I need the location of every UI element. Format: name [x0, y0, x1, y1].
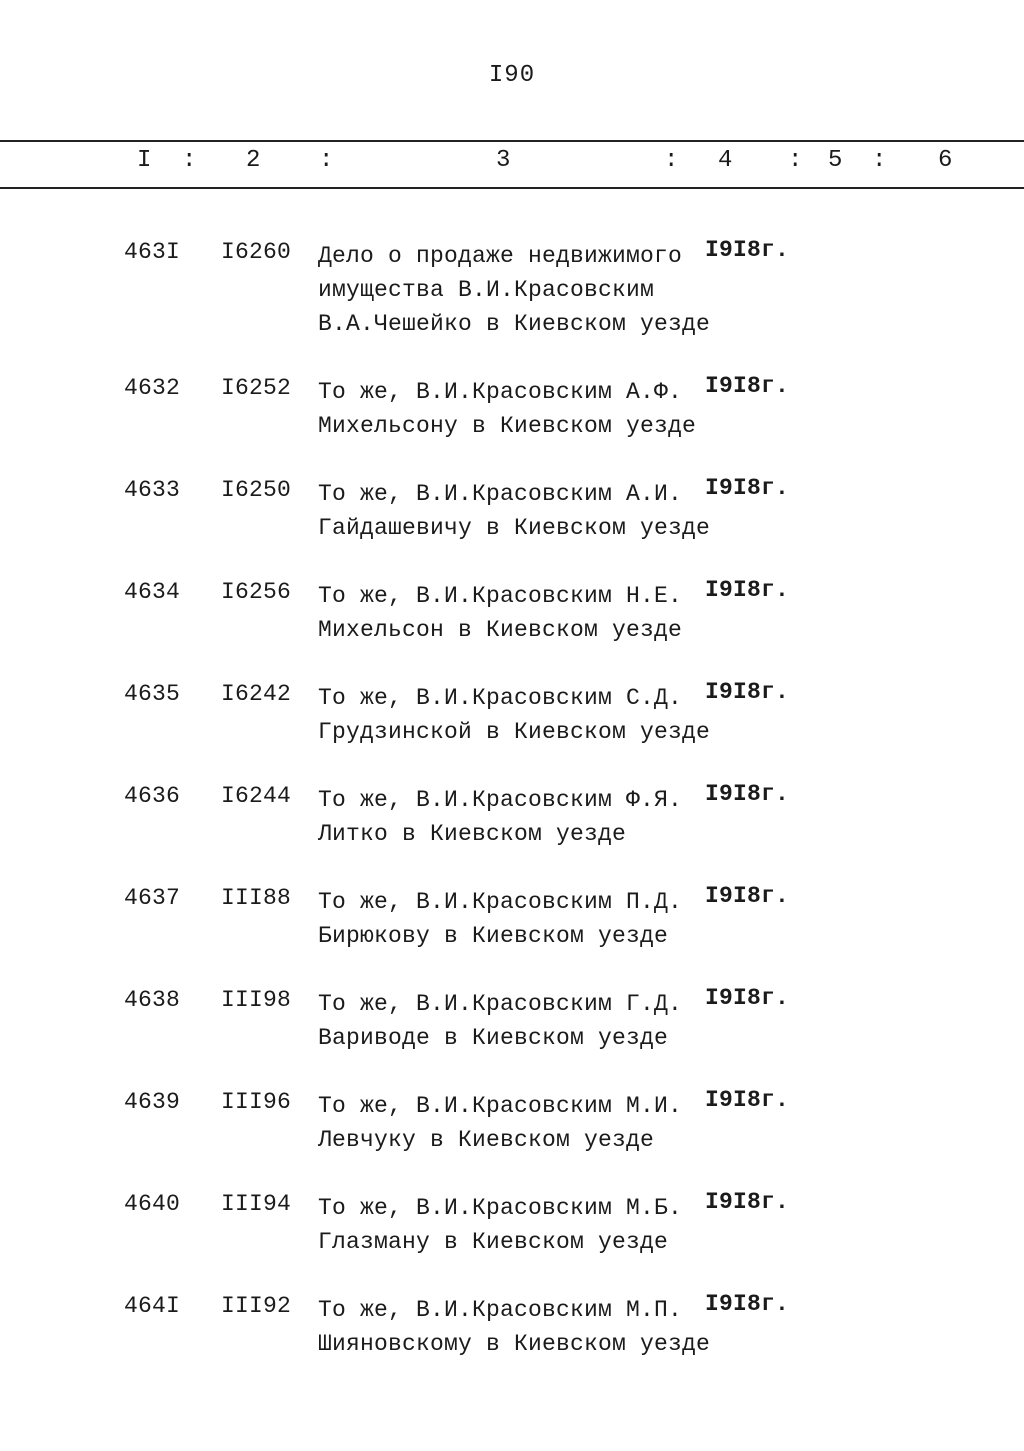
record-number: 4634 — [124, 579, 181, 605]
column-header-1: I — [137, 147, 152, 174]
description-line-2: Михельсону в Киевском уезде — [318, 413, 697, 439]
description-line-1: То же, В.И.Красовским А.И. — [318, 481, 683, 507]
description-line-2: Бирюкову в Киевском уезде — [318, 923, 669, 949]
description-line-1: То же, В.И.Красовским М.П. — [318, 1297, 683, 1323]
record-description — [318, 885, 682, 953]
description-line-2: Глазману в Киевском уезде — [318, 1229, 669, 1255]
record-row — [0, 573, 1024, 675]
record-description — [318, 1191, 682, 1259]
record-description — [318, 1293, 710, 1361]
description-line-2: Литко в Киевском уезде — [318, 821, 627, 847]
record-code: III92 — [221, 1293, 292, 1319]
description-line-2: Шияновскому в Киевском уезде — [318, 1331, 711, 1357]
record-description — [318, 987, 682, 1055]
record-code: III94 — [221, 1191, 292, 1217]
record-number: 4633 — [124, 477, 181, 503]
record-code: I6252 — [221, 375, 292, 401]
record-description — [318, 783, 682, 851]
column-header-5: 5 — [828, 147, 843, 174]
description-line-2: Вариводе в Киевском уезде — [318, 1025, 669, 1051]
record-row — [0, 1083, 1024, 1185]
record-row — [0, 471, 1024, 573]
column-header-6: 6 — [938, 147, 953, 174]
record-row — [0, 369, 1024, 471]
record-year: I9I8г. — [705, 1189, 790, 1215]
record-number: 464I — [124, 1293, 181, 1319]
description-line-2: Михельсон в Киевском уезде — [318, 617, 683, 643]
page-number: I90 — [488, 62, 536, 89]
column-header-2: 2 — [246, 147, 261, 174]
description-line-1: То же, В.И.Красовским С.Д. — [318, 685, 683, 711]
record-year: I9I8г. — [705, 679, 790, 705]
column-header-row — [0, 143, 1024, 183]
records-list — [0, 233, 1024, 1389]
column-separator: : — [319, 147, 334, 174]
column-header-4: 4 — [718, 147, 733, 174]
record-description — [318, 579, 682, 647]
record-row — [0, 233, 1024, 335]
record-number: 4638 — [124, 987, 181, 1013]
record-year: I9I8г. — [705, 985, 790, 1011]
column-separator: : — [788, 147, 803, 174]
record-number: 4639 — [124, 1089, 181, 1115]
header-top-rule — [0, 140, 1024, 142]
record-row — [0, 981, 1024, 1083]
description-line-3: В.А.Чешейко в Киевском уезде — [318, 311, 711, 337]
description-line-2: имущества В.И.Красовским — [318, 277, 655, 303]
record-row — [0, 879, 1024, 981]
description-line-2: Левчуку в Киевском уезде — [318, 1127, 655, 1153]
record-row — [0, 675, 1024, 777]
column-header-3: 3 — [496, 147, 511, 174]
record-year: I9I8г. — [705, 883, 790, 909]
description-line-1: То же, В.И.Красовским А.Ф. — [318, 379, 683, 405]
column-separator: : — [664, 147, 679, 174]
description-line-1: То же, В.И.Красовским М.И. — [318, 1093, 683, 1119]
record-row — [0, 1287, 1024, 1389]
description-line-1: То же, В.И.Красовским П.Д. — [318, 889, 683, 915]
record-number: 463I — [124, 239, 181, 265]
record-description — [318, 375, 696, 443]
record-year: I9I8г. — [705, 475, 790, 501]
record-row — [0, 1185, 1024, 1287]
record-year: I9I8г. — [705, 1291, 790, 1317]
record-code: III96 — [221, 1089, 292, 1115]
description-line-1: То же, В.И.Красовским Ф.Я. — [318, 787, 683, 813]
record-number: 4637 — [124, 885, 181, 911]
record-code: III88 — [221, 885, 292, 911]
record-description — [318, 239, 710, 341]
record-code: III98 — [221, 987, 292, 1013]
header-bottom-rule — [0, 187, 1024, 189]
column-separator: : — [182, 147, 197, 174]
record-year: I9I8г. — [705, 237, 790, 263]
column-separator: : — [872, 147, 887, 174]
record-number: 4632 — [124, 375, 181, 401]
description-line-1: Дело о продаже недвижимого — [318, 243, 683, 269]
record-number: 4640 — [124, 1191, 181, 1217]
description-line-1: То же, В.И.Красовским Н.Е. — [318, 583, 683, 609]
record-code: I6244 — [221, 783, 292, 809]
record-row — [0, 777, 1024, 879]
record-code: I6256 — [221, 579, 292, 605]
record-description — [318, 681, 710, 749]
record-code: I6250 — [221, 477, 292, 503]
record-year: I9I8г. — [705, 781, 790, 807]
description-line-2: Гайдашевичу в Киевском уезде — [318, 515, 711, 541]
record-year: I9I8г. — [705, 577, 790, 603]
record-number: 4636 — [124, 783, 181, 809]
record-number: 4635 — [124, 681, 181, 707]
record-description — [318, 477, 710, 545]
record-description — [318, 1089, 682, 1157]
description-line-1: То же, В.И.Красовским М.Б. — [318, 1195, 683, 1221]
record-code: I6260 — [221, 239, 292, 265]
description-line-2: Грудзинской в Киевском уезде — [318, 719, 711, 745]
record-code: I6242 — [221, 681, 292, 707]
record-year: I9I8г. — [705, 1087, 790, 1113]
record-year: I9I8г. — [705, 373, 790, 399]
description-line-1: То же, В.И.Красовским Г.Д. — [318, 991, 683, 1017]
